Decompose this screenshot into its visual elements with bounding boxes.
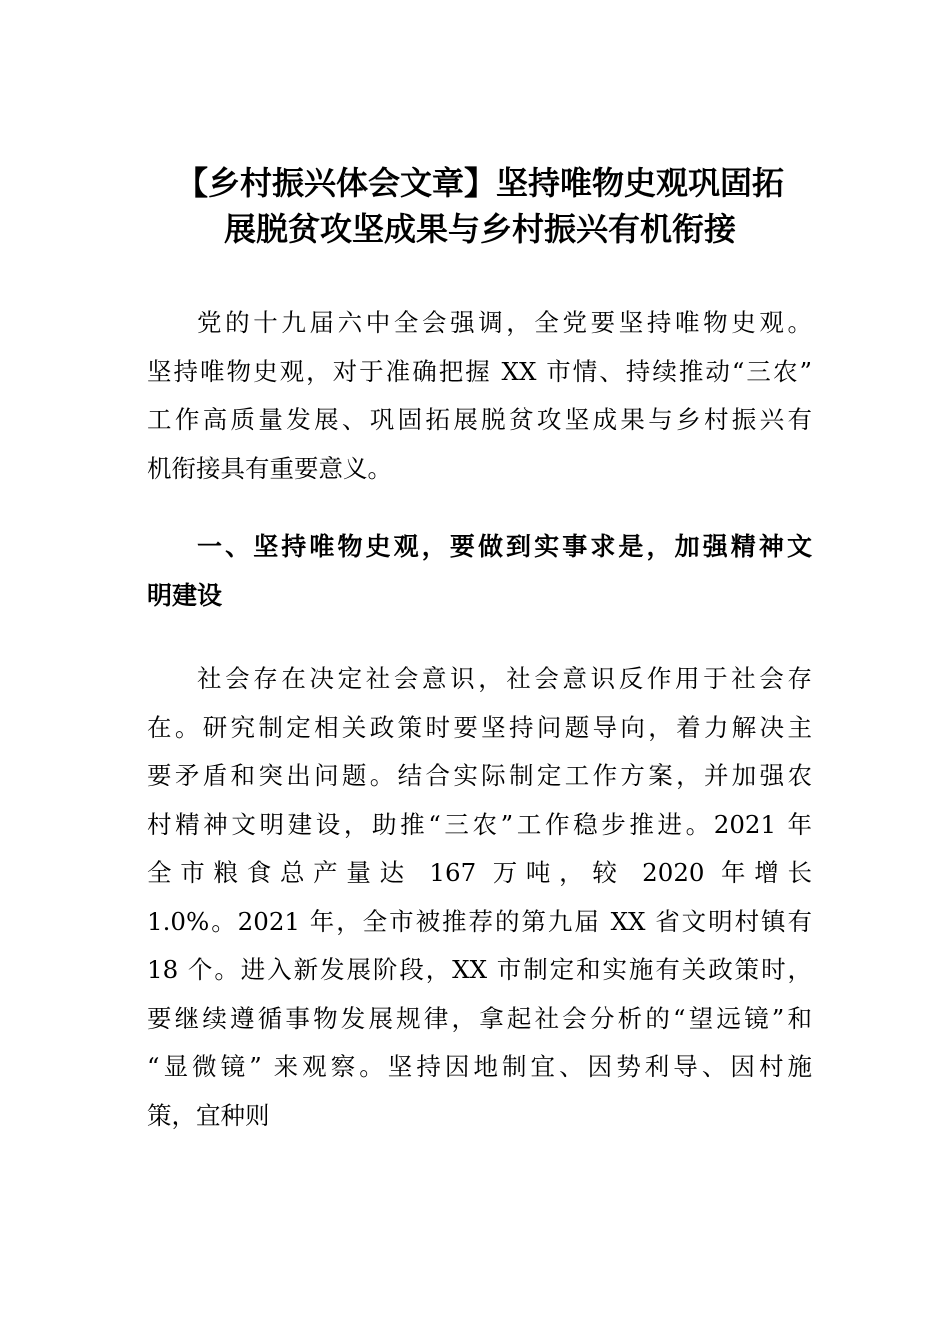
section-line-5: 全市粮食总产量达 167 万吨，较 2020 年增长 [147,858,812,887]
section-line-3: 要矛盾和突出问题。结合实际制定工作方案，并加强农 [147,761,812,790]
section-line-7: 18 个。进入新发展阶段，XX 市制定和实施有关政策时， [147,955,812,984]
section-line-9: “显微镜” 来观察。坚持因地制宜、因势利导、因村施 [147,1052,812,1081]
intro-paragraph [147,299,812,493]
section-line-1: 社会存在决定社会意识，社会意识反作用于社会存 [197,664,812,693]
section-line-4: 村精神文明建设，助推“三农”工作稳步推进。2021 年 [147,809,812,839]
section-line-8: 要继续遵循事物发展规律，拿起社会分析的“望远镜”和 [147,1003,812,1033]
section-heading-line-2: 明建设 [147,580,223,610]
title-line-1: 【乡村振兴体会文章】坚持唯物史观巩固拓 [175,164,784,202]
title-line-2: 展脱贫攻坚成果与乡村振兴有机衔接 [223,210,736,248]
intro-line-2: 坚持唯物史观，对于准确把握 XX 市情、持续推动“三农” [147,356,812,386]
section-line-6: 1.0%。2021 年，全市被推荐的第九届 XX 省文明村镇有 [147,906,812,936]
document-title [150,160,810,252]
section-heading-1 [147,523,812,620]
section-paragraph-1 [147,655,812,1140]
section-line-10: 策，宜种则 [147,1100,270,1130]
intro-line-1: 党的十九届六中全会强调，全党要坚持唯物史观。 [197,308,812,337]
intro-line-4: 机衔接具有重要意义。 [147,453,392,483]
intro-line-3: 工作高质量发展、巩固拓展脱贫攻坚成果与乡村振兴有 [147,405,812,434]
section-line-2: 在。研究制定相关政策时要坚持问题导向，着力解决主 [147,712,812,742]
section-heading-line-1: 一、坚持唯物史观，要做到实事求是，加强精神文 [197,532,812,561]
